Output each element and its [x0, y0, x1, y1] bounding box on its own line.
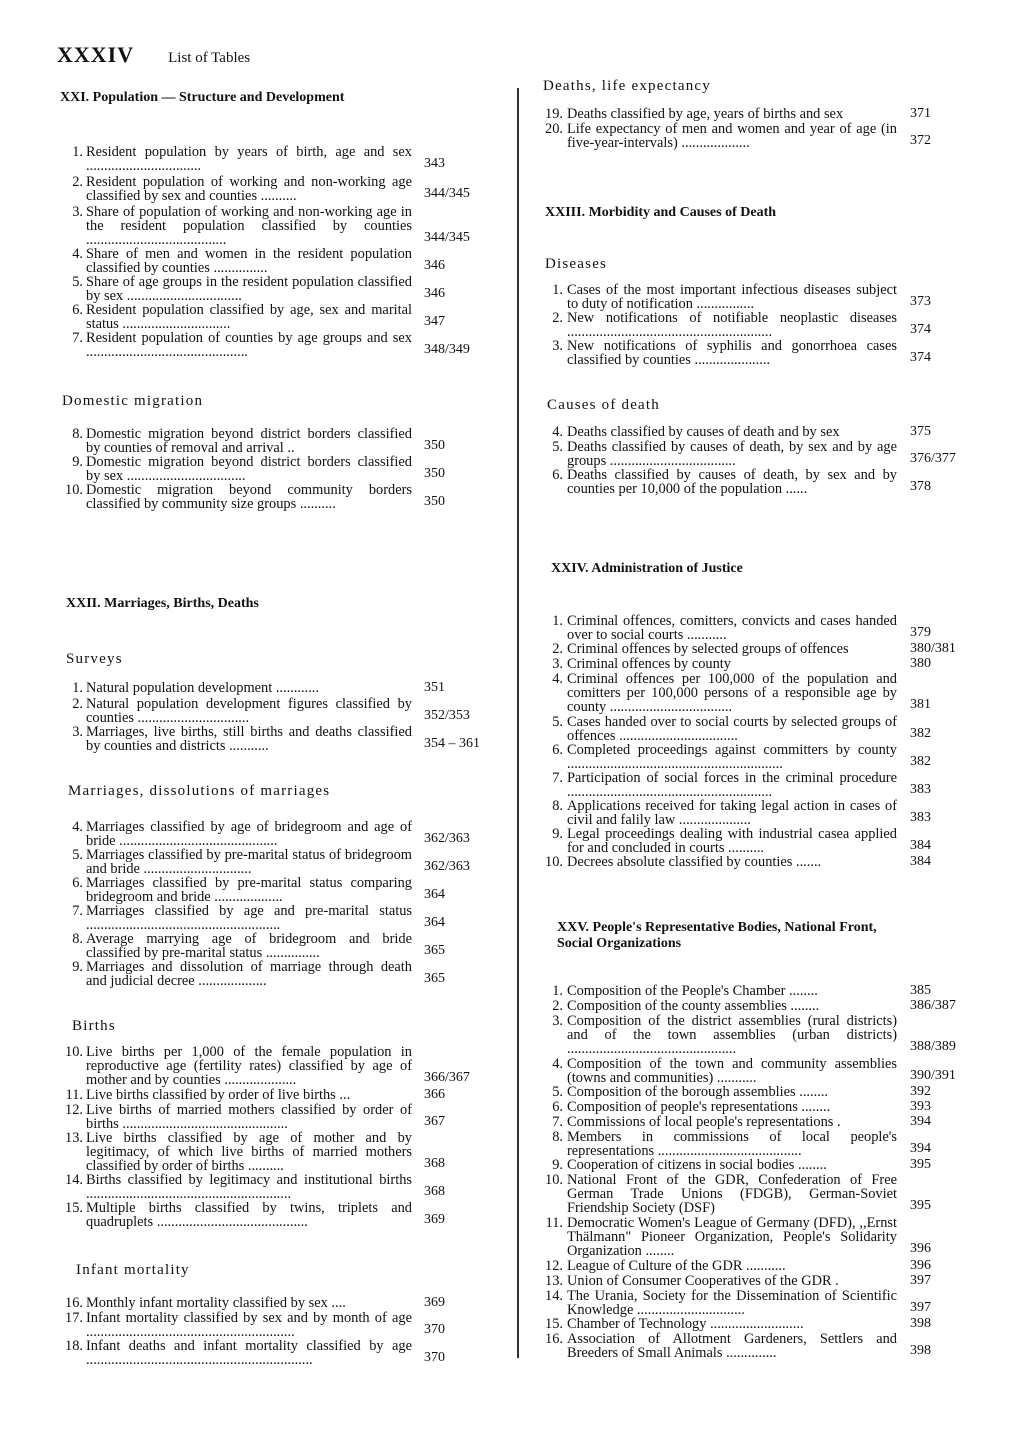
entry-title: Deaths classified by causes of death and by sex	[567, 425, 840, 439]
entry-number: 10.	[65, 1044, 83, 1060]
entry-number: 2.	[552, 310, 563, 326]
entry-number: 8.	[72, 931, 83, 947]
running-title: List of Tables	[168, 50, 251, 66]
entry-page-number: 369	[424, 1295, 445, 1310]
entry-number: 5.	[552, 1084, 563, 1100]
entry-page-number: 366/367	[424, 1070, 470, 1085]
entry-number: 9.	[552, 1157, 563, 1173]
entry-page-number: 382	[910, 726, 931, 741]
table-list-entry	[0, 983, 931, 999]
entry-title: Births classified by legitimacy and institutional births .........................................................	[86, 1173, 412, 1201]
entry-title: Natural population development ............	[86, 681, 319, 695]
entry-page-number: 354 – 361	[424, 736, 480, 751]
entry-number: 9.	[72, 454, 83, 470]
entry-title: Average marrying age of bridegroom and bride classified by pre-marital status ...............	[86, 932, 412, 960]
entry-page-number: 383	[910, 810, 931, 825]
entry-page-number: 392	[910, 1084, 931, 1099]
entry-title: Completed proceedings against committers by county ............................................................	[567, 743, 897, 771]
entry-number: 14.	[545, 1288, 563, 1304]
entry-title: Live births per 1,000 of the female population in reproductive age (fertility rates) classified by age of mother and by counties ....................	[86, 1045, 412, 1087]
entry-title: Domestic migration beyond community borders classified by community size groups ..........	[86, 483, 412, 511]
entry-title: Infant mortality classified by sex and by month of age ..........................................................	[86, 1311, 412, 1339]
entry-title: Cases of the most important infectious diseases subject to duty of notification ................	[567, 283, 897, 311]
entry-page-number: 362/363	[424, 831, 470, 846]
entry-title: Composition of the People's Chamber ........	[567, 984, 818, 998]
entry-title: Legal proceedings dealing with industrial casea applied for and concluded in courts ..........	[567, 827, 897, 855]
entry-number: 5.	[72, 274, 83, 290]
entry-number: 18.	[65, 1338, 83, 1354]
subsection-heading: Marriages, dissolutions of marriages	[68, 783, 331, 799]
entry-title: Marriages classified by age of bridegroom and age of bride ............................................	[86, 820, 412, 848]
entry-title: Cases handed over to social courts by selected groups of offences .................................	[567, 715, 897, 743]
entry-number: 3.	[552, 1013, 563, 1029]
page-header	[57, 42, 250, 68]
entry-title: Deaths classified by causes of death, by sex and by counties per 10,000 of the population ......	[567, 468, 897, 496]
entry-title: Chamber of Technology ..........................	[567, 1317, 804, 1331]
table-list-entry	[0, 1273, 931, 1289]
entry-title: Resident population by years of birth, age and sex ................................	[86, 145, 412, 173]
entry-page-number: 382	[910, 754, 931, 769]
entry-title: Composition of the county assemblies ........	[567, 999, 820, 1013]
entry-number: 3.	[552, 338, 563, 354]
entry-number: 6.	[552, 742, 563, 758]
entry-number: 7.	[72, 903, 83, 919]
entry-page-number: 364	[424, 887, 445, 902]
entry-title: Deaths classified by causes of death, by sex and by age groups ...................................	[567, 440, 897, 468]
entry-number: 13.	[65, 1130, 83, 1146]
entry-number: 1.	[552, 613, 563, 629]
entry-title: Decrees absolute classified by counties .......	[567, 855, 822, 869]
subsection-heading: Diseases	[545, 256, 608, 272]
entry-number: 19.	[545, 106, 563, 122]
entry-title: Association of Allotment Gardeners, Settlers and Breeders of Small Animals ..............	[567, 1332, 897, 1360]
entry-page-number: 372	[910, 133, 931, 148]
entry-number: 15.	[545, 1316, 563, 1332]
entry-page-number: 385	[910, 983, 931, 998]
entry-title: Resident population classified by age, sex and marital status ..............................	[86, 303, 412, 331]
entry-title: Members in commissions of local people's representations ........................................	[567, 1130, 897, 1158]
entry-page-number: 396	[910, 1241, 931, 1256]
table-list-entry	[0, 174, 470, 203]
entry-page-number: 386/387	[910, 998, 956, 1013]
entry-number: 10.	[545, 854, 563, 870]
table-list-entry	[0, 875, 445, 904]
entry-page-number: 365	[424, 971, 445, 986]
entry-page-number: 373	[910, 294, 931, 309]
entry-page-number: 364	[424, 915, 445, 930]
entry-title: Participation of social forces in the criminal procedure .........................................................	[567, 771, 897, 799]
table-list-entry	[0, 424, 931, 440]
entry-page-number: 343	[424, 156, 445, 171]
entry-page-number: 365	[424, 943, 445, 958]
entry-title: League of Culture of the GDR ...........	[567, 1259, 786, 1273]
entry-title: Marriages classified by pre-marital status of bridegroom and bride ..............................	[86, 848, 412, 876]
entry-number: 3.	[552, 656, 563, 672]
entry-title: Life expectancy of men and women and year of age (in five-year-intervals) ...................	[567, 122, 897, 150]
entry-number: 14.	[65, 1172, 83, 1188]
entry-number: 11.	[65, 1087, 83, 1103]
entry-page-number: 366	[424, 1087, 445, 1102]
entry-title: Democratic Women's League of Germany (DFD), ,,Ernst Thälmann" Pioneer Organization, People's Solidarity Organization ........	[567, 1216, 897, 1258]
subsection-heading: Births	[72, 1018, 116, 1034]
entry-page-number: 347	[424, 314, 445, 329]
table-list-entry	[0, 613, 931, 642]
entry-page-number: 384	[910, 838, 931, 853]
entry-number: 16.	[65, 1295, 83, 1311]
table-list-entry	[0, 106, 931, 122]
section-heading: XXI. Population — Structure and Development	[60, 90, 345, 105]
entry-title: Marriages classified by age and pre-marital status ......................................................	[86, 904, 412, 932]
entry-title: Deaths classified by age, years of births and sex	[567, 107, 844, 121]
entry-page-number: 369	[424, 1212, 445, 1227]
entry-page-number: 380/381	[910, 641, 956, 656]
entry-number: 20.	[545, 121, 563, 137]
entry-page-number: 368	[424, 1156, 445, 1171]
entry-page-number: 393	[910, 1099, 931, 1114]
entry-title: Criminal offences, comitters, convicts and cases handed over to social courts ...........	[567, 614, 897, 642]
entry-page-number: 397	[910, 1300, 931, 1315]
entry-number: 12.	[65, 1102, 83, 1118]
entry-page-number: 388/389	[910, 1039, 956, 1054]
entry-page-number: 379	[910, 625, 931, 640]
entry-number: 4.	[72, 246, 83, 262]
entry-number: 2.	[552, 998, 563, 1014]
entry-page-number: 374	[910, 322, 931, 337]
entry-title: Resident population of working and non-working age classified by sex and counties ..........	[86, 175, 412, 203]
entry-page-number: 398	[910, 1343, 931, 1358]
entry-number: 8.	[552, 1129, 563, 1145]
entry-page-number: 350	[424, 466, 445, 481]
entry-number: 11.	[545, 1215, 563, 1231]
column-divider	[517, 88, 519, 1358]
entry-page-number: 348/349	[424, 342, 470, 357]
entry-title: Infant deaths and infant mortality classified by age ...............................................................	[86, 1339, 412, 1367]
entry-title: Marriages and dissolution of marriage through death and judicial decree ...................	[86, 960, 412, 988]
entry-title: Live births classified by age of mother and by legitimacy, of which live births of married mothers classified by order of births ..........	[86, 1131, 412, 1173]
entry-title: Composition of the town and community assemblies (towns and communities) ...........	[567, 1057, 897, 1085]
subsection-heading: Surveys	[66, 651, 123, 667]
table-list-entry	[0, 246, 445, 275]
entry-number: 1.	[72, 680, 83, 696]
table-list-entry	[0, 798, 931, 827]
entry-number: 5.	[72, 847, 83, 863]
table-list-entry	[0, 121, 931, 150]
entry-page-number: 398	[910, 1316, 931, 1331]
entry-page-number: 362/363	[424, 859, 470, 874]
entry-number: 2.	[72, 174, 83, 190]
entry-number: 7.	[552, 1114, 563, 1130]
entry-title: Live births of married mothers classified by order of births ..............................................	[86, 1103, 412, 1131]
entry-title: New notifications of notifiable neoplastic diseases .........................................................	[567, 311, 897, 339]
entry-page-number: 395	[910, 1198, 931, 1213]
entry-page-number: 370	[424, 1350, 445, 1365]
entry-page-number: 381	[910, 697, 931, 712]
entry-title: Composition of the borough assemblies ........	[567, 1085, 829, 1099]
entry-number: 6.	[72, 875, 83, 891]
entry-page-number: 384	[910, 854, 931, 869]
entry-title: Composition of people's representations ........	[567, 1100, 831, 1114]
entry-number: 10.	[545, 1172, 563, 1188]
entry-number: 5.	[552, 714, 563, 730]
entry-number: 4.	[72, 819, 83, 835]
subsection-heading: Infant mortality	[76, 1262, 190, 1278]
table-list-entry	[0, 641, 956, 657]
entry-number: 8.	[552, 798, 563, 814]
entry-title: Union of Consumer Cooperatives of the GDR .	[567, 1274, 839, 1288]
entry-page-number: 374	[910, 350, 931, 365]
entry-number: 4.	[552, 671, 563, 687]
entry-number: 3.	[72, 724, 83, 740]
entry-page-number: 395	[910, 1157, 931, 1172]
entry-title: Marriages classified by pre-marital status comparing bridegroom and bride ...................	[86, 876, 412, 904]
entry-number: 4.	[552, 1056, 563, 1072]
entry-number: 15.	[65, 1200, 83, 1216]
subsection-heading: Causes of death	[547, 397, 660, 413]
entry-title: Monthly infant mortality classified by sex ....	[86, 1296, 346, 1310]
entry-number: 10.	[65, 482, 83, 498]
entry-page-number: 380	[910, 656, 931, 671]
entry-title: Criminal offences by selected groups of offences	[567, 642, 849, 656]
entry-title: New notifications of syphilis and gonorrhoea cases classified by counties .....................	[567, 339, 897, 367]
entry-number: 13.	[545, 1273, 563, 1289]
entry-number: 6.	[552, 467, 563, 483]
entry-number: 7.	[552, 770, 563, 786]
section-heading: XXIV. Administration of Justice	[551, 561, 743, 576]
entry-title: Domestic migration beyond district borders classified by counties of removal and arrival ..	[86, 427, 412, 455]
section-heading: XXV. People's Representative Bodies, National Front, Social Organizations	[557, 920, 877, 951]
entry-page-number: 394	[910, 1114, 931, 1129]
entry-page-number: 346	[424, 258, 445, 273]
entry-page-number: 396	[910, 1258, 931, 1273]
entry-number: 6.	[72, 302, 83, 318]
entry-number: 4.	[552, 424, 563, 440]
table-list-entry	[0, 931, 445, 960]
entry-title: Applications received for taking legal action in cases of civil and falily law ....................	[567, 799, 897, 827]
entry-number: 1.	[552, 983, 563, 999]
entry-number: 12.	[545, 1258, 563, 1274]
entry-number: 6.	[552, 1099, 563, 1115]
entry-page-number: 394	[910, 1141, 931, 1156]
entry-title: Live births classified by order of live births ...	[86, 1088, 351, 1102]
entry-number: 7.	[72, 330, 83, 346]
entry-title: Domestic migration beyond district borders classified by sex .................................	[86, 455, 412, 483]
entry-title: Criminal offences by county	[567, 657, 731, 671]
entry-page-number: 368	[424, 1184, 445, 1199]
entry-page-number: 376/377	[910, 451, 956, 466]
entry-number: 9.	[72, 959, 83, 975]
page-number: XXXIV	[57, 42, 135, 67]
entry-number: 1.	[72, 144, 83, 160]
entry-title: National Front of the GDR, Confederation of Free German Trade Unions (FDGB), German-Soviet Friendship Society (DSF)	[567, 1173, 897, 1215]
entry-title: Cooperation of citizens in social bodies ........	[567, 1158, 827, 1172]
entry-page-number: 346	[424, 286, 445, 301]
entry-number: 3.	[72, 204, 83, 220]
entry-title: Criminal offences per 100,000 of the population and comitters per 100,000 persons of a responsible age by county ..................................	[567, 672, 897, 714]
entry-page-number: 378	[910, 479, 931, 494]
entry-number: 1.	[552, 282, 563, 298]
entry-number: 16.	[545, 1331, 563, 1347]
section-heading: XXIII. Morbidity and Causes of Death	[545, 205, 777, 220]
entry-page-number: 397	[910, 1273, 931, 1288]
entry-page-number: 344/345	[424, 230, 470, 245]
section-heading: XXII. Marriages, Births, Deaths	[66, 596, 259, 611]
entry-title: Share of age groups in the resident population classified by sex ................................	[86, 275, 412, 303]
table-list-entry	[0, 998, 956, 1014]
entry-title: The Urania, Society for the Dissemination of Scientific Knowledge ..............................	[567, 1289, 897, 1317]
entry-title: Natural population development figures classified by counties ...............................	[86, 697, 412, 725]
entry-page-number: 350	[424, 438, 445, 453]
entry-page-number: 383	[910, 782, 931, 797]
entry-page-number: 352/353	[424, 708, 470, 723]
entry-page-number: 370	[424, 1322, 445, 1337]
entry-page-number: 375	[910, 424, 931, 439]
subsection-heading: Domestic migration	[62, 393, 204, 409]
entry-page-number: 390/391	[910, 1068, 956, 1083]
entry-number: 9.	[552, 826, 563, 842]
entry-page-number: 344/345	[424, 186, 470, 201]
table-list-entry	[0, 903, 445, 932]
entry-page-number: 350	[424, 494, 445, 509]
entry-number: 17.	[65, 1310, 83, 1326]
entry-title: Share of population of working and non-working age in the resident population classified by counties .......................................	[86, 205, 412, 247]
entry-title: Composition of the district assemblies (rural districts) and of the town assemblies (urban districts) ...............................................	[567, 1014, 897, 1056]
entry-page-number: 351	[424, 680, 445, 695]
entry-title: Marriages, live births, still births and deaths classified by counties and districts ...........	[86, 725, 412, 753]
entry-number: 2.	[552, 641, 563, 657]
entry-title: Multiple births classified by twins, triplets and quadruplets ..........................................	[86, 1201, 412, 1229]
table-list-entry	[0, 204, 470, 247]
entry-number: 2.	[72, 696, 83, 712]
entry-title: Resident population of counties by age groups and sex .............................................	[86, 331, 412, 359]
entry-title: Share of men and women in the resident population classified by counties ...............	[86, 247, 412, 275]
entry-page-number: 367	[424, 1114, 445, 1129]
entry-number: 8.	[72, 426, 83, 442]
entry-page-number: 371	[910, 106, 931, 121]
entry-title: Commissions of local people's representations .	[567, 1115, 841, 1129]
subsection-heading: Deaths, life expectancy	[543, 78, 711, 94]
entry-number: 5.	[552, 439, 563, 455]
